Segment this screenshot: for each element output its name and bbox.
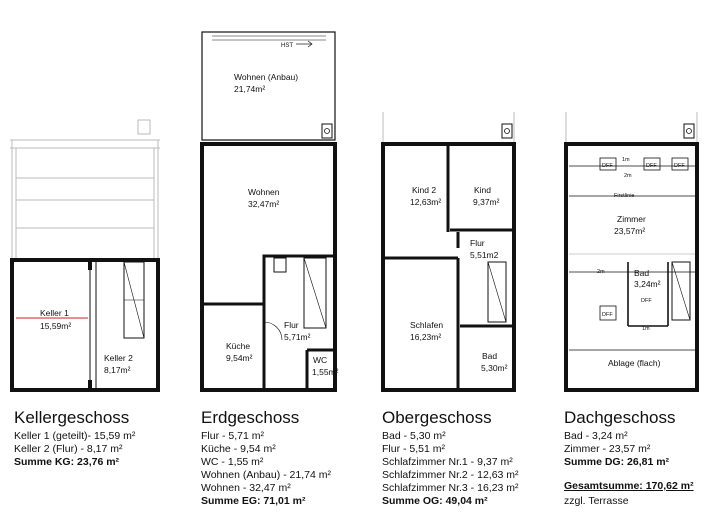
line-kg-1: Keller 1 (geteilt)- 15,59 m²: [14, 430, 136, 442]
line-kg-2: Keller 2 (Flur) - 8,17 m²: [14, 443, 123, 455]
room-area-keller1: 15,59m²: [40, 321, 72, 331]
room-name-bad-og: Bad: [482, 351, 498, 361]
terrace-note: zzgl. Terrasse: [564, 495, 629, 507]
dff-label-1: DFF: [602, 163, 613, 169]
room-area-flur-og: 5,51m2: [470, 250, 499, 260]
room-name-ablage: Ablage (flach): [608, 358, 661, 368]
room-area-flur-eg: 5,71m²: [284, 332, 311, 342]
line-og-2: Flur - 5,51 m²: [382, 443, 446, 455]
sum-kg: Summe KG: 23,76 m²: [14, 456, 120, 468]
sum-eg: Summe EG: 71,01 m²: [201, 495, 306, 507]
heading-kellergeschoss: Kellergeschoss: [14, 408, 130, 427]
line-og-5: Schlafzimmer Nr.3 - 16,23 m²: [382, 482, 519, 494]
line-eg-2: Küche - 9,54 m²: [201, 443, 276, 455]
dim-1m-top: 1m: [622, 157, 630, 163]
plan-dachgeschoss: [566, 112, 697, 390]
room-area-schlafen: 16,23m²: [410, 332, 442, 342]
room-name-wohnen: Wohnen: [248, 187, 280, 197]
room-area-bad-dg: 3,24m²: [634, 279, 661, 289]
line-og-4: Schlafzimmer Nr.2 - 12,63 m²: [382, 469, 519, 481]
room-name-flur-og: Flur: [470, 238, 485, 248]
plan-erdgeschoss: [202, 32, 339, 390]
dff-label-3: DFF: [674, 163, 685, 169]
room-name-kind: Kind: [474, 185, 492, 195]
heading-dachgeschoss: Dachgeschoss: [564, 408, 676, 427]
plan-kellergeschoss: [10, 120, 160, 390]
summary-dachgeschoss: [564, 430, 669, 469]
dff-label-5: DFF: [641, 298, 652, 304]
room-area-kind2: 12,63m²: [410, 197, 442, 207]
line-dg-1: Bad - 3,24 m²: [564, 430, 628, 442]
room-area-wohnen-anbau: 21,74m²: [234, 84, 266, 94]
line-eg-3: WC - 1,55 m²: [201, 456, 264, 468]
line-dg-2: Zimmer - 23,57 m²: [564, 443, 651, 455]
room-area-kind: 9,37m²: [473, 197, 500, 207]
room-name-schlafen: Schlafen: [410, 320, 444, 330]
dim-2m-top: 2m: [624, 173, 632, 179]
room-name-keller1: Keller 1: [40, 308, 69, 318]
line-eg-5: Wohnen - 32,47 m²: [201, 482, 291, 494]
dim-1m-bottom: 1m: [642, 326, 650, 332]
dff-label-4: DFF: [602, 312, 613, 318]
plan-obergeschoss: [383, 112, 514, 390]
room-area-keller2: 8,17m²: [104, 365, 131, 375]
room-area-zimmer: 23,57m²: [614, 226, 646, 236]
heading-erdgeschoss: Erdgeschoss: [201, 408, 300, 427]
line-og-3: Schlafzimmer Nr.1 - 9,37 m²: [382, 456, 513, 468]
line-eg-1: Flur - 5,71 m²: [201, 430, 265, 442]
room-area-kueche: 9,54m²: [226, 353, 253, 363]
dim-2m-mid: 2m: [597, 269, 605, 275]
summary-kellergeschoss: [14, 430, 135, 469]
grand-total: [564, 480, 694, 508]
room-area-wc: 1,55m²: [312, 367, 339, 377]
line-og-1: Bad - 5,30 m²: [382, 430, 446, 442]
line-eg-4: Wohnen (Anbau) - 21,74 m²: [201, 469, 331, 481]
sum-dg: Summe DG: 26,81 m²: [564, 456, 670, 468]
room-name-kind2: Kind 2: [412, 185, 437, 195]
summary-erdgeschoss: [201, 430, 331, 508]
room-name-wc: WC: [313, 355, 328, 365]
room-area-wohnen: 32,47m²: [248, 199, 280, 209]
room-name-zimmer: Zimmer: [617, 214, 646, 224]
room-name-keller2: Keller 2: [104, 353, 133, 363]
room-name-bad-dg: Bad: [634, 268, 650, 278]
summary-obergeschoss: [382, 430, 519, 508]
room-name-kueche: Küche: [226, 341, 251, 351]
hst-label: HST: [281, 43, 293, 49]
dim-firstlinie: Firstlinie: [614, 193, 635, 199]
grand-total-label: Gesamtsumme: 170,62 m²: [564, 480, 694, 492]
room-area-bad-og: 5,30m²: [481, 363, 508, 373]
heading-obergeschoss: Obergeschoss: [382, 408, 492, 427]
dff-label-2: DFF: [646, 163, 657, 169]
room-name-flur-eg: Flur: [284, 320, 299, 330]
room-name-wohnen-anbau: Wohnen (Anbau): [234, 72, 299, 82]
sum-og: Summe OG: 49,04 m²: [382, 495, 488, 507]
